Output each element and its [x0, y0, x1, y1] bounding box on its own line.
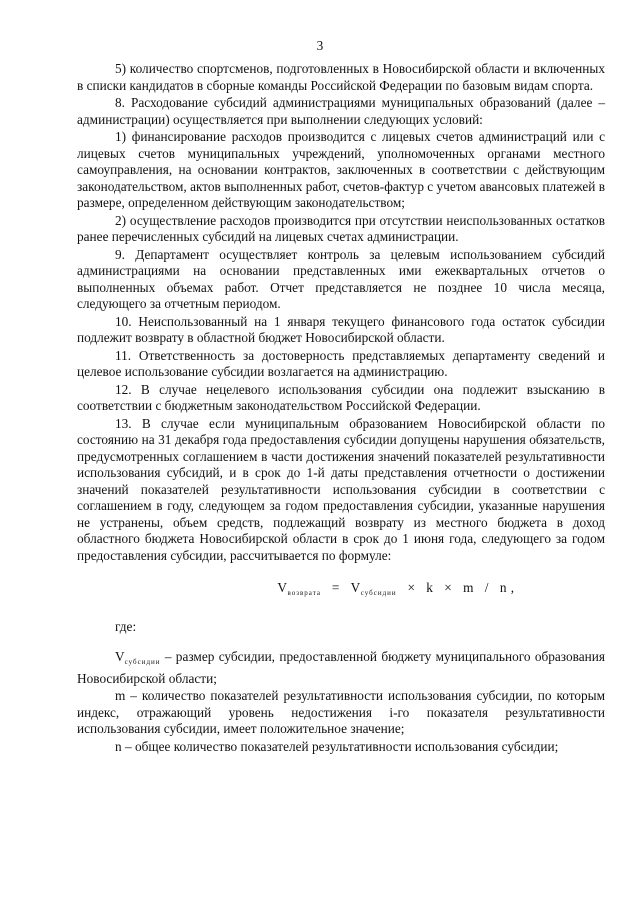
paragraph-8: 8. Расходование субсидий администрациями муниципальных образований (далее – администрации) осуществляется при выполнении следующих условий: — [77, 95, 605, 127]
paragraph-11: 11. Ответственность за достоверность представляемых департаменту сведений и целевое использование субсидии возлагается на администрацию. — [77, 347, 605, 379]
paragraph-13: 13. В случае если муниципальным образованием Новосибирской области по состоянию на 31 декабря года предоставления субсидии допущены нарушения обязательств, предусмотренных соглашением в части достижения значений показателей результативности использования субсидий, и в срок до 1-й даты представления отчетности о достижении значений показателей результативности использования субсидии в соответствии с соглашением в году, следующем за годом предоставления субсидии, указанные нарушения не устранены, объем средств, подлежащий возврату из местного бюджета в доход областного бюджета Новосибирской области в срок до 1 июня года, следующего за годом предоставления субсидии, рассчитывается по формуле: — [77, 415, 605, 563]
definition-v-symbol: $V_{субсидии}$ — [115, 649, 161, 666]
paragraph-8-item-2: 2) осуществление расходов производится при отсутствии неиспользованных остатков ранее перечисленных субсидий на лицевых счетах администрации. — [77, 212, 605, 244]
formula-tail: , — [510, 580, 515, 595]
definition-n: n – общее количество показателей результативности использования субсидии; — [115, 738, 559, 754]
page-number: 3 — [316, 38, 324, 53]
formula-v-subsidy: $V_{субсидии}$ — [350, 580, 397, 597]
paragraph-12: 12. В случае нецелевого использования субсидии она подлежит взысканию в соответствии с бюджетным законодательством Российской Федерации. — [77, 381, 605, 413]
where-label: где: — [115, 618, 137, 634]
document-body — [77, 61, 605, 755]
paragraph-9: 9. Департамент осуществляет контроль за целевым использованием субсидий администрациями на основании представленных ими ежеквартальных отчетов о выполненных объемах работ. Отчет представляется не позднее 10 числа месяца, следующего за отчетным периодом. — [77, 246, 605, 311]
paragraph-10: 10. Неиспользованный на 1 января текущего финансового года остаток субсидии подлежит возврату в областной бюджет Новосибирской области. — [77, 313, 605, 345]
paragraph-8-item-1: 1) финансирование расходов производится с лицевых счетов администраций или с лицевых счетов муниципальных учреждений, уполномоченных органами местного самоуправления, на основании контрактов, заключенных в соответствии с действующим законодательством, актов выполненных работ, счетов-фактур с учетом авансовых платежей в размере, определенном действующим законодательством; — [77, 129, 605, 210]
definition-v-subsidy — [77, 649, 605, 687]
formula-times-1: × — [407, 580, 416, 595]
paragraph-item-5: 5) количество спортсменов, подготовленных в Новосибирской области и включенных в списки кандидатов в сборные команды Российской Федерации по базовым видам спорта. — [77, 61, 605, 93]
formula-times-2: × — [444, 580, 453, 595]
formula-m: m — [463, 580, 474, 595]
formula-divide: / — [484, 580, 489, 595]
formula-n: n — [499, 580, 507, 595]
formula-v-return: $V_{возврата}$ — [277, 580, 321, 597]
formula-equals: = — [331, 580, 340, 595]
return-formula — [77, 580, 605, 602]
definition-m: m – количество показателей результативности использования субсидии, по которым индекс, отражающий уровень недостижения i-го показателя результативности использования субсидии, имеет положительное значение; — [77, 688, 605, 736]
formula-k: k — [426, 580, 434, 595]
definition-v-text: – размер субсидии, предоставленной бюджету муниципального образования Новосибирской области; — [77, 649, 605, 686]
